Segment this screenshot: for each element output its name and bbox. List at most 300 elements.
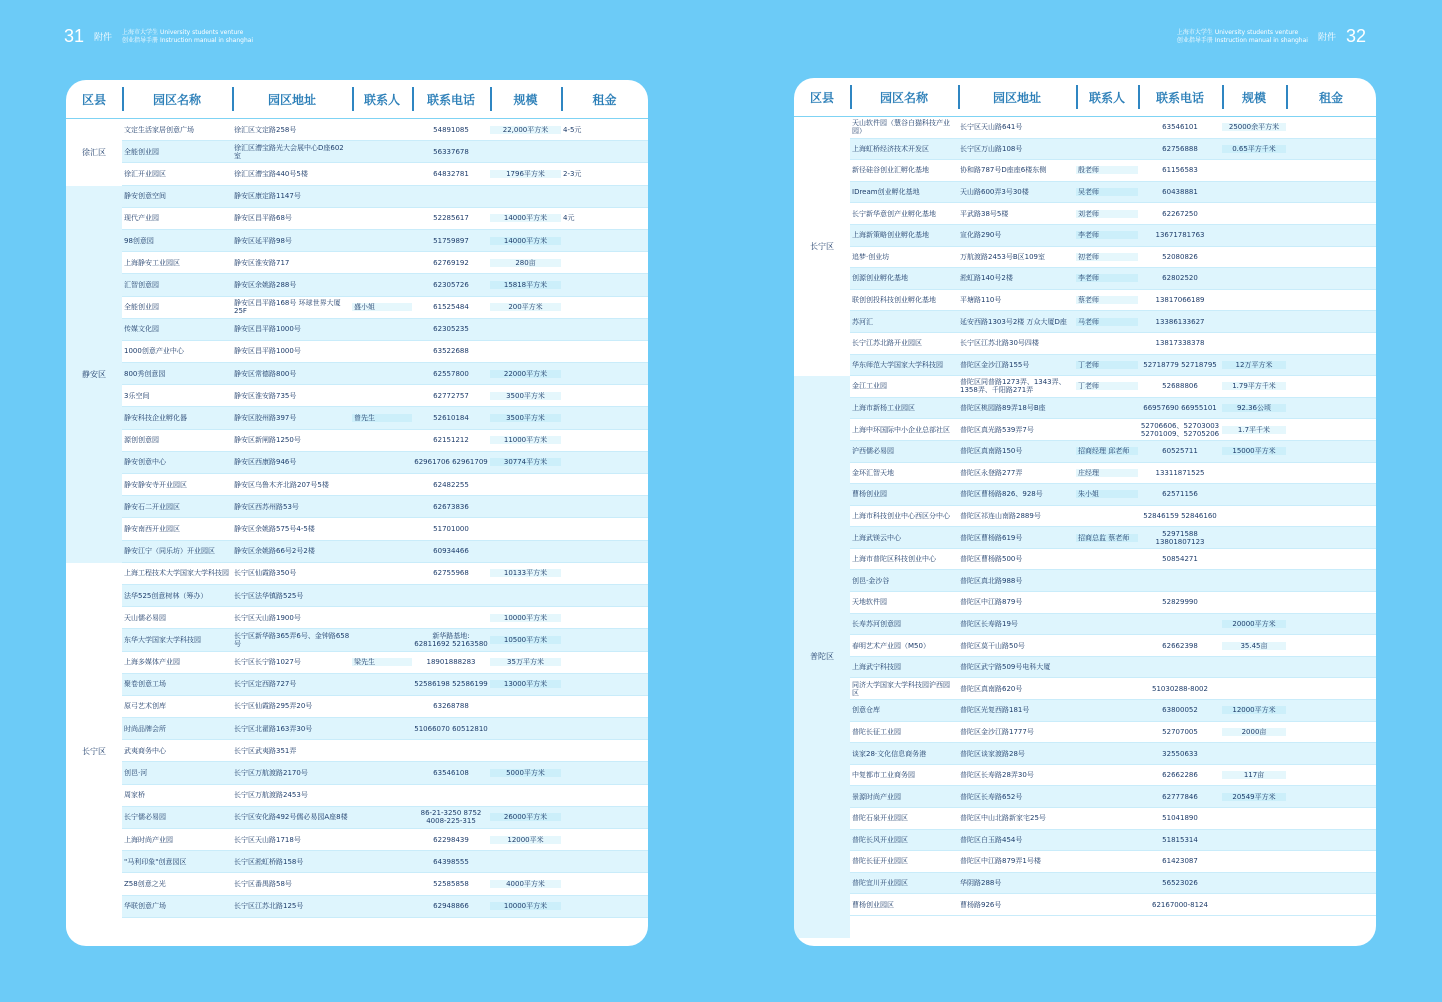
table-row — [66, 385, 648, 407]
table-row — [794, 160, 1376, 182]
cell-park-name: 曹杨创业园 — [852, 490, 887, 499]
cell-park-name: 天地软件园 — [852, 598, 887, 607]
table-row — [66, 740, 648, 762]
cell-park-name: 静安创意空间 — [124, 192, 166, 201]
cell-park-name: 创意仓库 — [852, 706, 880, 715]
cell-contact: 招商经理 邱老师 — [1076, 447, 1138, 455]
cell-phone: 新华路基地: 62811692 52163580 — [414, 631, 488, 648]
cell-phone: 32550633 — [1162, 749, 1198, 758]
table-row — [66, 829, 648, 851]
cell-address: 静安区余姚路288号 — [234, 280, 297, 289]
cell-address: 普陀区同普路1273弄、1343弄、1358弄、千阳路271弄 — [960, 378, 1066, 395]
cell-address: 长宁区淞虹桥路158号 — [234, 857, 304, 866]
cell-address: 普陀区祁连山南路2889号 — [960, 511, 1041, 520]
column-header-contact: 联系人 — [1076, 89, 1138, 106]
cell-address: 静安区常德路800号 — [234, 369, 297, 378]
cell-rent: 4元 — [563, 214, 575, 223]
cell-phone: 62298439 — [433, 835, 469, 844]
cell-park-name: 周家桥 — [124, 791, 145, 800]
cell-park-name: 普陀石泉开业园区 — [852, 814, 908, 823]
cell-scale: 5000平方米 — [490, 769, 561, 777]
table-row — [794, 549, 1376, 571]
cell-address: 普陀区武宁路509号电科大厦 — [960, 663, 1051, 672]
cell-scale: 14000平方米 — [490, 237, 561, 245]
section-tag: 附件 — [94, 33, 113, 43]
cell-phone: 62756888 — [1162, 144, 1198, 153]
cell-contact: 招商总监 蔡老师 — [1076, 534, 1138, 542]
cell-phone: 52718779 52718795 — [1143, 360, 1217, 369]
table-row — [66, 430, 648, 452]
cell-park-name: 上海中环国际中小企业总部社区 — [852, 425, 950, 434]
cell-scale: 30774平方米 — [490, 458, 561, 466]
column-header-phone: 联系电话 — [1138, 89, 1222, 106]
table-row — [66, 629, 648, 651]
cell-address: 静安区余姚路66号2号2楼 — [234, 547, 315, 556]
table-row — [66, 208, 648, 230]
district-cell: 长宁区 — [66, 563, 122, 940]
cell-phone: 64398555 — [433, 857, 469, 866]
cell-phone: 62755968 — [433, 569, 469, 578]
cell-phone: 52707005 — [1162, 727, 1198, 736]
cell-address: 长宁区长宁路1027号 — [234, 658, 301, 667]
cell-park-name: 长宁儒必易园 — [124, 813, 166, 822]
cell-address: 长宁区仙霞路295弄20号 — [234, 702, 313, 711]
cell-address: 普陀区金沙江路1777号 — [960, 727, 1034, 736]
cell-address: 普陀区中江路879号 — [960, 598, 1023, 607]
cell-scale: 0.65平方千米 — [1222, 145, 1286, 153]
table-row — [794, 765, 1376, 787]
cell-park-name: 98创意园 — [124, 236, 154, 245]
table-row — [794, 700, 1376, 722]
cell-address: 普陀区真南路150号 — [960, 447, 1023, 456]
cell-park-name: 汇智创意园 — [124, 280, 159, 289]
cell-address: 徐汇区漕宝路440号5楼 — [234, 169, 308, 178]
cell-phone: 62557800 — [433, 369, 469, 378]
table-row — [66, 297, 648, 319]
cell-park-name: 春明艺术产业园（M50） — [852, 641, 930, 650]
cell-address: 普陀区曹杨路826、928号 — [960, 490, 1043, 499]
cell-phone: 52080826 — [1162, 252, 1198, 261]
cell-address: 普陀区金沙江路155号 — [960, 360, 1030, 369]
cell-scale: 20000平方米 — [1222, 620, 1286, 628]
table-row — [794, 743, 1376, 765]
cell-scale: 25000余平方米 — [1222, 123, 1286, 131]
cell-scale: 35.45亩 — [1222, 642, 1286, 650]
cell-park-name: 800秀创意园 — [124, 369, 166, 378]
cell-park-name: 静安石二开业园区 — [124, 502, 180, 511]
table-row — [794, 139, 1376, 161]
table-row — [794, 808, 1376, 830]
table-row — [794, 463, 1376, 485]
cell-scale: 117亩 — [1222, 771, 1286, 779]
cell-scale: 3500平方米 — [490, 414, 561, 422]
cell-park-name: 传媒文化园 — [124, 325, 159, 334]
cell-scale: 15000平方米 — [1222, 447, 1286, 455]
cell-park-name: 静安南西开业园区 — [124, 524, 180, 533]
cell-phone: 63522688 — [433, 347, 469, 356]
cell-park-name: 金江工业园 — [852, 382, 887, 391]
cell-phone: 52829990 — [1162, 598, 1198, 607]
table-row — [794, 441, 1376, 463]
cell-address: 普陀区永登路277弄 — [960, 468, 1023, 477]
right-page-header — [1177, 26, 1366, 47]
table-row — [794, 873, 1376, 895]
cell-phone: 54891085 — [433, 125, 469, 134]
cell-address: 长宁区安化路492号儒必易园A座8楼 — [234, 813, 348, 822]
cell-address: 长宁区番禺路58号 — [234, 879, 292, 888]
cell-scale: 22000平方米 — [490, 370, 561, 378]
cell-address: 协和路787号D座座6楼东侧 — [960, 166, 1047, 175]
cell-park-name: 3乐空间 — [124, 391, 150, 400]
table-row — [794, 225, 1376, 247]
cell-phone: 62305726 — [433, 280, 469, 289]
table-row — [66, 319, 648, 341]
table-row — [794, 484, 1376, 506]
cell-phone: 62662286 — [1162, 771, 1198, 780]
table-row — [66, 141, 648, 163]
cell-contact: 马老师 — [1076, 318, 1138, 326]
table-row — [66, 163, 648, 185]
cell-scale: 1.7平千米 — [1222, 426, 1286, 434]
cell-address: 长宁区仙霞路350号 — [234, 569, 297, 578]
cell-phone: 52610184 — [433, 414, 469, 423]
cell-park-name: 静安江宁（同乐坊）开业园区 — [124, 547, 215, 556]
cell-park-name: 金环汇智天地 — [852, 468, 894, 477]
cell-address: 普陀区中山北路新家宅25号 — [960, 814, 1046, 823]
table-row — [794, 592, 1376, 614]
cell-park-name: 新径硅谷创业汇孵化基地 — [852, 166, 929, 175]
cell-phone: 13817338378 — [1155, 339, 1205, 348]
cell-park-name: 上海新策略创业孵化基地 — [852, 231, 929, 240]
cell-park-name: 静安静安寺开业园区 — [124, 480, 187, 489]
cell-phone: 61156583 — [1162, 166, 1198, 175]
table-header — [794, 78, 1376, 117]
cell-address: 普陀区长寿路19号 — [960, 619, 1018, 628]
table-row — [794, 203, 1376, 225]
cell-scale: 92.36公顷 — [1222, 404, 1286, 412]
cell-phone: 52585858 — [433, 879, 469, 888]
cell-address: 静安区康定路1147号 — [234, 192, 301, 201]
table-row — [794, 894, 1376, 916]
cell-park-name: 全能创业园 — [124, 303, 159, 312]
table-row — [66, 807, 648, 829]
table-row — [66, 652, 648, 674]
table-row — [794, 333, 1376, 355]
cell-phone: 62482255 — [433, 480, 469, 489]
cell-address: 静安区西康路946号 — [234, 458, 297, 467]
cell-phone: 66957690 66955101 — [1143, 404, 1217, 413]
cell-park-name: 普陀长风开业园区 — [852, 835, 908, 844]
cell-contact: 丁老师 — [1076, 382, 1138, 390]
cell-park-name: Z58创意之光 — [124, 879, 166, 888]
cell-park-name: 1000创意产业中心 — [124, 347, 184, 356]
table-row — [794, 722, 1376, 744]
table-row — [794, 247, 1376, 269]
table-row — [794, 398, 1376, 420]
table-row — [794, 376, 1376, 398]
cell-phone: 64832781 — [433, 169, 469, 178]
cell-address: 长宁区法华镇路525号 — [234, 591, 304, 600]
cell-park-name: 上海虹桥经济技术开发区 — [852, 144, 929, 153]
cell-phone: 13386133627 — [1155, 317, 1205, 326]
cell-park-name: 文定生活家居创意广场 — [124, 125, 194, 134]
table-row — [66, 607, 648, 629]
cell-address: 普陀区真南路620号 — [960, 684, 1023, 693]
cell-park-name: 全能创业园 — [124, 147, 159, 156]
table-row — [794, 527, 1376, 549]
cell-park-name: 创邑·金沙谷 — [852, 576, 890, 585]
table-row — [66, 119, 648, 141]
cell-scale: 200平方米 — [490, 303, 561, 311]
cell-phone: 62167000-8124 — [1152, 900, 1208, 909]
table-row — [794, 570, 1376, 592]
cell-address: 平塘路110号 — [960, 296, 1002, 305]
column-header-rent: 租金 — [1286, 89, 1376, 106]
table-row — [66, 186, 648, 208]
cell-phone: 62961706 62961709 — [414, 458, 488, 467]
cell-address: 天山路600弄3号30楼 — [960, 188, 1029, 197]
cell-phone: 62267250 — [1162, 209, 1198, 218]
cell-address: 普陀区光复西路181号 — [960, 706, 1030, 715]
page-subtitle — [1177, 29, 1308, 45]
cell-address: 万航渡路2453号B区109室 — [960, 252, 1045, 261]
page-number: 31 — [64, 26, 85, 46]
cell-address: 普陀区长寿路652号 — [960, 792, 1023, 801]
column-header-address: 园区地址 — [958, 89, 1076, 106]
cell-contact: 李老师 — [1076, 274, 1138, 282]
cell-contact: 刘老师 — [1076, 210, 1138, 218]
cell-park-name: 静安科技企业孵化器 — [124, 414, 187, 423]
cell-park-name: 上海武镁云中心 — [852, 533, 901, 542]
cell-park-name: 长宁江苏北路开业园区 — [852, 339, 922, 348]
cell-park-name: 上海市普陀区科技创业中心 — [852, 555, 936, 564]
cell-address: 平武路38号5楼 — [960, 209, 1009, 218]
cell-park-name: 长宁新华意创产业孵化基地 — [852, 209, 936, 218]
cell-phone: 62673836 — [433, 502, 469, 511]
cell-park-name: 苏河汇 — [852, 317, 873, 326]
cell-address: 静安区余姚路575号4-5楼 — [234, 524, 315, 533]
cell-contact: 梁先生 — [352, 658, 412, 666]
cell-park-name: IDream创业孵化基地 — [852, 188, 920, 197]
cell-park-name: 法华525创意树林（筹办） — [124, 591, 208, 600]
cell-phone: 62772757 — [433, 391, 469, 400]
cell-rent: 2-3元 — [563, 169, 582, 178]
cell-scale: 1.79平方千米 — [1222, 382, 1286, 390]
cell-address: 长宁区江苏北路30号四楼 — [960, 339, 1039, 348]
cell-address: 长宁区江苏北路125号 — [234, 902, 304, 911]
cell-contact: 朱小姐 — [1076, 490, 1138, 498]
cell-park-name: 华联创意广场 — [124, 902, 166, 911]
table-row — [66, 896, 648, 918]
cell-contact: 丁老师 — [1076, 361, 1138, 369]
cell-scale: 12万平方米 — [1222, 361, 1286, 369]
subtitle-line-2: 创业指导手册 Instruction manual in shanghai — [122, 36, 254, 44]
column-header-district: 区县 — [81, 92, 106, 107]
cell-park-name: 静安创意中心 — [124, 458, 166, 467]
cell-park-name: 聚卷创意工场 — [124, 680, 166, 689]
page-subtitle — [122, 29, 253, 45]
cell-park-name: 中复都市工业商务园 — [852, 771, 915, 780]
cell-scale: 20549平方米 — [1222, 793, 1286, 801]
cell-address: 普陀区莫干山路50号 — [960, 641, 1025, 650]
cell-phone: 52971588 13801807123 — [1155, 529, 1205, 546]
cell-scale: 2000亩 — [1222, 728, 1286, 736]
column-header-park-name: 园区名称 — [850, 89, 958, 106]
table-row — [794, 851, 1376, 873]
cell-park-name: 天山软件园（慧谷白猫科技产业园） — [852, 119, 950, 136]
cell-phone: 50854271 — [1162, 555, 1198, 564]
cell-address: 静安区西苏州路53号 — [234, 502, 299, 511]
table-row — [794, 311, 1376, 333]
table-row — [794, 117, 1376, 139]
cell-phone: 62802520 — [1162, 274, 1198, 283]
cell-contact: 盛小姐 — [352, 303, 412, 311]
section-tag: 附件 — [1317, 33, 1336, 43]
cell-address: 普陀区曹杨路500号 — [960, 555, 1023, 564]
cell-park-name: 上海静安工业园区 — [124, 258, 180, 267]
cell-scale: 26000平方米 — [490, 813, 561, 821]
table-row — [794, 268, 1376, 290]
cell-phone: 60525711 — [1162, 447, 1198, 456]
cell-address: 长宁区新华路365弄6号、金钟路658号 — [234, 631, 350, 648]
table-row — [66, 363, 648, 385]
cell-park-name: 源创创意园 — [124, 436, 159, 445]
cell-phone: 18901888283 — [426, 658, 476, 667]
column-header-district: 区县 — [809, 90, 834, 105]
cell-phone: 61525484 — [433, 303, 469, 312]
cell-park-name: 普陀长征工业园 — [852, 727, 901, 736]
cell-address: 静安区昌平路168号 环球世界大厦25F — [234, 299, 341, 316]
cell-address: 长宁区万山路108号 — [960, 144, 1023, 153]
cell-address: 普陀区桃园路89弄18号B座 — [960, 404, 1046, 413]
table-row — [66, 585, 648, 607]
cell-park-name: 上海多媒体产业园 — [124, 658, 180, 667]
table-body — [794, 117, 1376, 916]
cell-contact: 蔡老师 — [1076, 296, 1138, 304]
cell-phone: 51815314 — [1162, 835, 1198, 844]
table-row — [66, 341, 648, 363]
table-body — [66, 119, 648, 918]
table-row — [66, 541, 648, 563]
table-row — [794, 657, 1376, 679]
cell-scale: 14000平方米 — [490, 214, 561, 222]
cell-phone: 52706606、52703003 52701009、52705206 — [1140, 421, 1220, 438]
cell-address: 普陀区真光路539弄7号 — [960, 425, 1034, 434]
cell-phone: 62662398 — [1162, 641, 1198, 650]
cell-phone: 60438881 — [1162, 188, 1198, 197]
table-row — [66, 452, 648, 474]
cell-phone: 52688806 — [1162, 382, 1198, 391]
cell-address: 长宁区北翟路163弄30号 — [234, 724, 313, 733]
district-cell: 普陀区 — [794, 376, 850, 938]
cell-address: 普陀区真北路988号 — [960, 576, 1023, 585]
cell-park-name: 追梦·创业坊 — [852, 252, 890, 261]
subtitle-line-1: 上海市大学生 University students venture — [122, 28, 244, 36]
cell-phone: 13671781763 — [1155, 231, 1205, 240]
cell-address: 普陀区长寿路28弄30号 — [960, 771, 1034, 780]
table-row — [794, 419, 1376, 441]
cell-park-name: 徐汇开业园区 — [124, 169, 166, 178]
cell-address: 长宁区定西路727号 — [234, 680, 297, 689]
cell-phone: 51701000 — [433, 524, 469, 533]
cell-phone: 52586198 52586199 — [414, 680, 488, 689]
cell-scale: 35万平方米 — [490, 658, 561, 666]
cell-park-name: 华东师范大学国家大学科技园 — [852, 360, 943, 369]
cell-rent: 4-5元 — [563, 125, 582, 134]
cell-address: 长宁区万航渡路2453号 — [234, 791, 308, 800]
cell-scale: 10000平方米 — [490, 614, 561, 622]
cell-phone: 62305235 — [433, 325, 469, 334]
table-row — [66, 407, 648, 429]
cell-address: 静安区昌平路1000号 — [234, 347, 301, 356]
table-row — [66, 762, 648, 784]
cell-phone: 52846159 52846160 — [1143, 511, 1217, 520]
cell-park-name: 东华大学国家大学科技园 — [124, 635, 201, 644]
cell-address: 普陀区中江路879弄1号楼 — [960, 857, 1041, 866]
cell-address: 曹杨路926号 — [960, 900, 1002, 909]
table-row — [66, 873, 648, 895]
cell-park-name: 谈家28·文化信息商务港 — [852, 749, 927, 758]
cell-address: 长宁区天山路641号 — [960, 123, 1023, 132]
cell-address: 华阴路288号 — [960, 879, 1002, 888]
cell-park-name: 联创创投科技创业孵化基地 — [852, 296, 936, 305]
cell-scale: 10500平方米 — [490, 636, 561, 644]
cell-address: 徐汇区漕宝路光大会展中心D座602室 — [234, 143, 344, 160]
cell-phone: 60934466 — [433, 547, 469, 556]
cell-park-name: 长寿苏河创意园 — [852, 619, 901, 628]
cell-phone: 62777846 — [1162, 792, 1198, 801]
table-row — [794, 678, 1376, 700]
cell-park-name: 普陀长征开业园区 — [852, 857, 908, 866]
cell-phone: 63800052 — [1162, 706, 1198, 715]
table-row — [66, 674, 648, 696]
column-header-scale: 规模 — [490, 91, 561, 108]
cell-phone: 62151212 — [433, 436, 469, 445]
cell-phone: 86-21-3250 8752 4008-225-315 — [420, 809, 482, 826]
left-page-header — [64, 26, 253, 47]
cell-phone: 62769192 — [433, 258, 469, 267]
column-header-contact: 联系人 — [352, 91, 412, 108]
cell-scale: 12000平方米 — [1222, 706, 1286, 714]
cell-address: 普陀区曹杨路619号 — [960, 533, 1023, 542]
cell-phone: 56337678 — [433, 147, 469, 156]
cell-park-name: 天山儒必易园 — [124, 613, 166, 622]
page-number: 32 — [1345, 26, 1366, 46]
table-row — [794, 614, 1376, 636]
subtitle-line-2: 创业指导手册 Instruction manual in shanghai — [1176, 36, 1308, 44]
cell-address: 静安区昌平路1000号 — [234, 325, 301, 334]
cell-park-name: 上海工程技术大学国家大学科技园 — [124, 569, 229, 578]
cell-address: 长宁区天山路1900号 — [234, 613, 301, 622]
cell-park-name: 现代产业园 — [124, 214, 159, 223]
district-cell: 徐汇区 — [66, 119, 122, 186]
table-row — [66, 563, 648, 585]
table-row — [794, 786, 1376, 808]
cell-phone: 13311871525 — [1155, 468, 1205, 477]
cell-address: 徐汇区文定路258号 — [234, 125, 297, 134]
cell-phone: 56523026 — [1162, 879, 1198, 888]
table-row — [794, 355, 1376, 377]
cell-address: 静安区延平路98号 — [234, 236, 292, 245]
subtitle-line-1: 上海市大学生 University students venture — [1176, 28, 1299, 36]
cell-scale: 13000平方米 — [490, 680, 561, 688]
cell-address: 静安区昌平路68号 — [234, 214, 292, 223]
table-row — [66, 230, 648, 252]
cell-park-name: 武夷商务中心 — [124, 746, 166, 755]
cell-scale: 4000平方米 — [490, 880, 561, 888]
cell-park-name: 上海市新杨工业园区 — [852, 404, 915, 413]
cell-scale: 10133平方米 — [490, 569, 561, 577]
